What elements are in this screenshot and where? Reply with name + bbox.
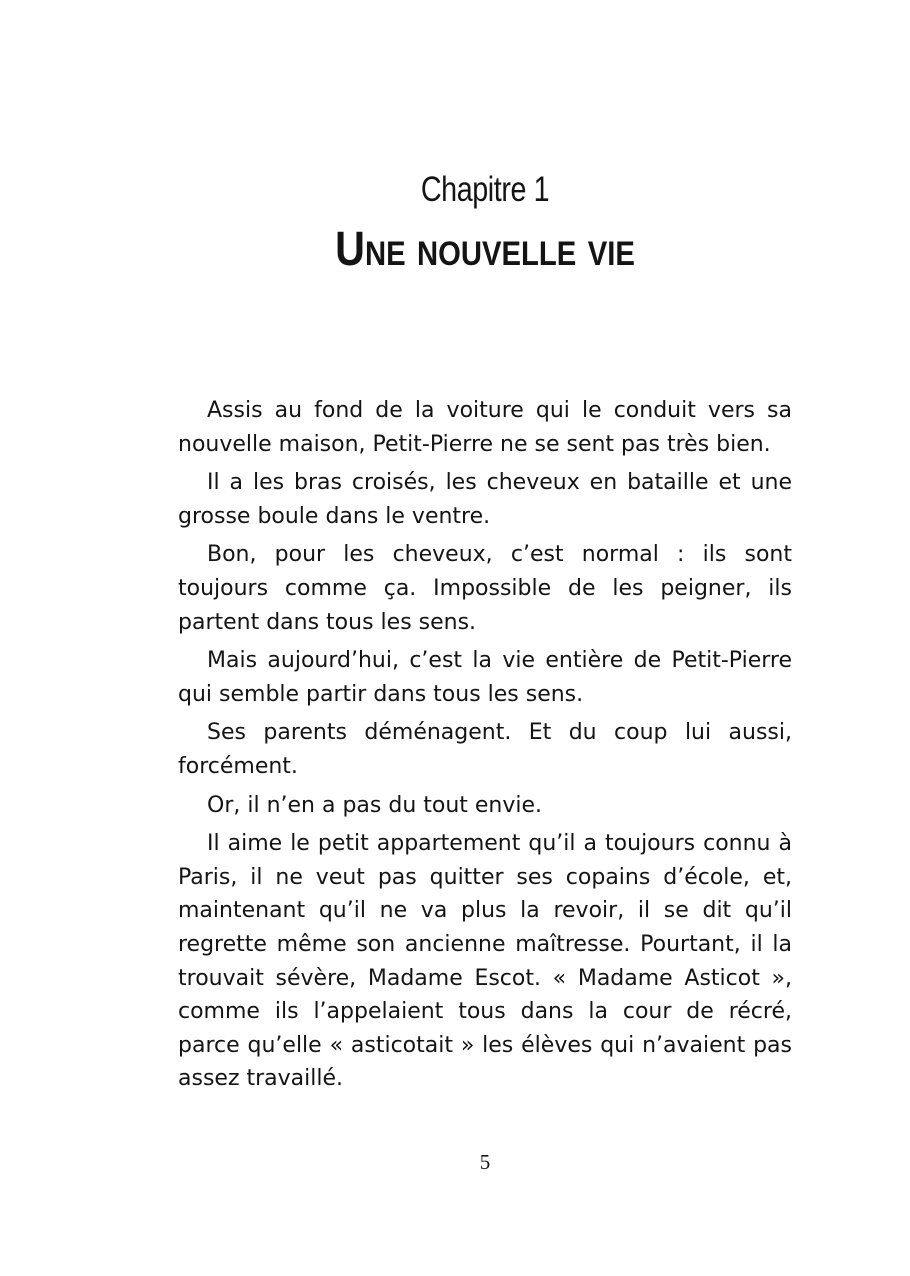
paragraph: Bon, pour les cheveux, c’est normal : ils sont toujours comme ça. Impossible de les peigner, ils partent dans tous les sens. [178, 542, 792, 635]
paragraph: Il a les bras croisés, les cheveux en bataille et une grosse boule dans le ventre. [178, 470, 792, 529]
paragraph: Il aime le petit appartement qu’il a toujours connu à Paris, il ne veut pas quitter ses copains d’école, et, maintenant qu’il ne va plus la revoir, il se dit qu’il regrette même son ancienne maîtresse. Pourtant, il la trouvait sévère, Madame Escot. « Madame Asticot », comme ils l’appelaient tous dans la cour de récré, parce qu’elle « asticotait » les élèves qui n’avaient pas assez travaillé. [178, 831, 792, 1092]
chapter-text [178, 394, 792, 1101]
paragraph: Or, il n’en a pas du tout envie. [207, 792, 543, 818]
paragraph: Ses parents déménagent. Et du coup lui aussi, forcément. [178, 720, 792, 779]
page-number: 5 [479, 1150, 491, 1174]
chapter-label: Chapitre 1 [420, 170, 550, 209]
chapter-title: Une nouvelle vie [335, 223, 635, 276]
paragraph: Mais aujourd’hui, c’est la vie entière de Petit-Pierre qui semble partir dans tous les sens. [178, 648, 792, 707]
paragraph: Assis au fond de la voiture qui le conduit vers sa nouvelle maison, Petit-Pierre ne se sent pas très bien. [178, 398, 792, 457]
